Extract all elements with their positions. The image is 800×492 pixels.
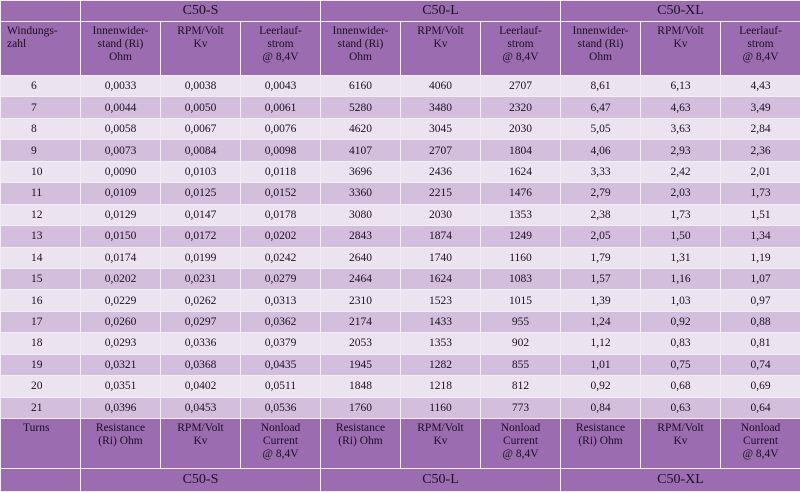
windings-cell: 19 [1,354,81,375]
table-cell: 0,0150 [81,226,161,247]
table-cell: 1,01 [561,354,641,375]
windings-cell: 20 [1,376,81,397]
table-cell: 1282 [401,354,481,375]
table-cell: 1,03 [641,290,721,311]
column-header-windings: Windungs- zahl [1,22,81,76]
windings-cell: 14 [1,247,81,268]
table-cell: 0,74 [721,354,800,375]
table-cell: 6,13 [641,76,721,97]
table-cell: 4,63 [641,97,721,118]
table-cell: 1,07 [721,268,800,289]
column-footer: RPM/Volt Kv [401,419,481,469]
table-row [1,226,800,247]
table-cell: 0,0202 [81,268,161,289]
table-cell: 6160 [321,76,401,97]
windings-cell: 13 [1,226,81,247]
table-cell: 0,0231 [161,268,241,289]
table-row [1,268,800,289]
table-cell: 0,83 [641,333,721,354]
table-cell: 0,0511 [241,376,321,397]
table-cell: 2,38 [561,204,641,225]
column-footer: RPM/Volt Kv [161,419,241,469]
table-cell: 0,0125 [161,183,241,204]
table-cell: 2436 [401,161,481,182]
table-cell: 1433 [401,311,481,332]
table-cell: 0,0262 [161,290,241,311]
table-cell: 773 [481,397,561,418]
table-cell: 0,92 [561,376,641,397]
table-cell: 1083 [481,268,561,289]
table-cell: 1,51 [721,204,800,225]
table-cell: 4620 [321,118,401,139]
table-cell: 0,0536 [241,397,321,418]
table-cell: 0,0379 [241,333,321,354]
table-cell: 0,0293 [81,333,161,354]
table-cell: 1249 [481,226,561,247]
table-cell: 0,63 [641,397,721,418]
column-footer: Resistance (Ri) Ohm [81,419,161,469]
table-cell: 0,68 [641,376,721,397]
table-cell: 1624 [401,268,481,289]
header-group-row [1,1,800,22]
windings-cell: 17 [1,311,81,332]
table-cell: 0,0033 [81,76,161,97]
table-cell: 1848 [321,376,401,397]
table-cell: 3,63 [641,118,721,139]
column-header: RPM/Volt Kv [401,22,481,76]
table-cell: 2,05 [561,226,641,247]
table-cell: 0,88 [721,311,800,332]
table-cell: 1624 [481,161,561,182]
column-footer: Nonload Current @ 8,4V [241,419,321,469]
table-cell: 1,12 [561,333,641,354]
table-cell: 0,64 [721,397,800,418]
group-c50-l-header: C50-L [321,1,561,22]
table-cell: 1353 [481,204,561,225]
table-cell: 902 [481,333,561,354]
windings-cell: 10 [1,161,81,182]
footer-group-row [1,469,800,492]
table-cell: 0,0336 [161,333,241,354]
table-row [1,97,800,118]
table-cell: 3480 [401,97,481,118]
table-cell: 1740 [401,247,481,268]
table-cell: 1,79 [561,247,641,268]
table-cell: 1015 [481,290,561,311]
table-cell: 955 [481,311,561,332]
table-cell: 3080 [321,204,401,225]
column-header: Innenwider- stand (Ri) Ohm [81,22,161,76]
table-cell: 3,49 [721,97,800,118]
table-cell: 855 [481,354,561,375]
footer-column-row [1,419,800,469]
table-cell: 0,0118 [241,161,321,182]
windings-cell: 11 [1,183,81,204]
table-cell: 0,84 [561,397,641,418]
table-cell: 1,24 [561,311,641,332]
table-cell: 0,0061 [241,97,321,118]
table-cell: 2030 [481,118,561,139]
table-cell: 0,81 [721,333,800,354]
table-cell: 0,0174 [81,247,161,268]
table-cell: 0,0043 [241,76,321,97]
table-cell: 0,0076 [241,118,321,139]
table-cell: 0,0147 [161,204,241,225]
table-cell: 0,0109 [81,183,161,204]
table-cell: 0,0260 [81,311,161,332]
table-cell: 0,0199 [161,247,241,268]
header-column-row [1,22,800,76]
table-cell: 812 [481,376,561,397]
table-cell: 4107 [321,140,401,161]
column-header: RPM/Volt Kv [161,22,241,76]
table-cell: 1,19 [721,247,800,268]
windings-cell: 16 [1,290,81,311]
table-cell: 1353 [401,333,481,354]
windings-cell: 7 [1,97,81,118]
table-cell: 2,42 [641,161,721,182]
table-cell: 4,43 [721,76,800,97]
column-header: Innenwider- stand (Ri) Ohm [561,22,641,76]
table-cell: 1160 [481,247,561,268]
table-cell: 0,0297 [161,311,241,332]
windings-cell: 15 [1,268,81,289]
table-cell: 5280 [321,97,401,118]
table-cell: 3696 [321,161,401,182]
table-cell: 1,31 [641,247,721,268]
column-footer-turns: Turns [1,419,81,469]
table-cell: 0,0321 [81,354,161,375]
table-cell: 1160 [401,397,481,418]
table-cell: 0,0435 [241,354,321,375]
group-c50-xl-footer: C50-XL [561,469,800,492]
table-cell: 1,73 [641,204,721,225]
table-cell: 0,0229 [81,290,161,311]
table-cell: 3045 [401,118,481,139]
table-cell: 1,34 [721,226,800,247]
table-cell: 0,0044 [81,97,161,118]
column-header: Leerlauf- strom @ 8,4V [481,22,561,76]
table-row [1,118,800,139]
windings-cell: 21 [1,397,81,418]
group-c50-xl-header: C50-XL [561,1,800,22]
table-cell: 0,0050 [161,97,241,118]
table-body [1,76,800,419]
table-cell: 2,84 [721,118,800,139]
table-cell: 3,33 [561,161,641,182]
table-cell: 1,50 [641,226,721,247]
group-c50-s-footer: C50-S [81,469,321,492]
table-cell: 0,0368 [161,354,241,375]
table-row [1,397,800,418]
table-cell: 0,0453 [161,397,241,418]
table-cell: 0,0103 [161,161,241,182]
table-cell: 4,06 [561,140,641,161]
table-cell: 1,73 [721,183,800,204]
table-cell: 2464 [321,268,401,289]
table-cell: 0,0279 [241,268,321,289]
column-header: RPM/Volt Kv [641,22,721,76]
table-cell: 0,0084 [161,140,241,161]
table-cell: 2,01 [721,161,800,182]
table-cell: 0,0396 [81,397,161,418]
table-cell: 1,16 [641,268,721,289]
table-cell: 0,0098 [241,140,321,161]
table-cell: 0,0038 [161,76,241,97]
table-row [1,311,800,332]
table-cell: 2215 [401,183,481,204]
column-footer: RPM/Volt Kv [641,419,721,469]
table-cell: 2640 [321,247,401,268]
table-cell: 1945 [321,354,401,375]
table-cell: 0,0129 [81,204,161,225]
table-cell: 0,0073 [81,140,161,161]
table-cell: 2053 [321,333,401,354]
table-cell: 0,0362 [241,311,321,332]
table-cell: 3360 [321,183,401,204]
column-header: Innenwider- stand (Ri) Ohm [321,22,401,76]
table-cell: 2,79 [561,183,641,204]
table-row [1,140,800,161]
table-row [1,354,800,375]
table-row [1,183,800,204]
windings-cell: 12 [1,204,81,225]
table-cell: 2,36 [721,140,800,161]
group-c50-l-footer: C50-L [321,469,561,492]
column-header: Leerlauf- strom @ 8,4V [721,22,800,76]
table-cell: 0,0178 [241,204,321,225]
table-cell: 2843 [321,226,401,247]
table-cell: 0,0058 [81,118,161,139]
column-footer: Resistance (Ri) Ohm [561,419,641,469]
column-footer: Resistance (Ri) Ohm [321,419,401,469]
table-row [1,376,800,397]
table-row [1,247,800,268]
table-cell: 0,0242 [241,247,321,268]
table-cell: 4060 [401,76,481,97]
column-footer: Nonload Current @ 8,4V [721,419,800,469]
table-cell: 1804 [481,140,561,161]
group-c50-s-header: C50-S [81,1,321,22]
table-cell: 1218 [401,376,481,397]
table-row [1,76,800,97]
footer-corner [1,469,81,492]
table-row [1,204,800,225]
windings-cell: 9 [1,140,81,161]
table-cell: 1874 [401,226,481,247]
table-cell: 0,0351 [81,376,161,397]
table-cell: 8,61 [561,76,641,97]
table-cell: 0,0202 [241,226,321,247]
table-cell: 2,03 [641,183,721,204]
table-cell: 2310 [321,290,401,311]
table-cell: 1760 [321,397,401,418]
table-row [1,290,800,311]
table-cell: 5,05 [561,118,641,139]
table-cell: 0,0172 [161,226,241,247]
table-row [1,161,800,182]
table-cell: 2320 [481,97,561,118]
table-cell: 0,0090 [81,161,161,182]
windings-cell: 8 [1,118,81,139]
table-cell: 1476 [481,183,561,204]
header-corner [1,1,81,22]
windings-cell: 18 [1,333,81,354]
table-cell: 1,57 [561,268,641,289]
table-cell: 2,93 [641,140,721,161]
column-footer: Nonload Current @ 8,4V [481,419,561,469]
table-cell: 2707 [481,76,561,97]
table-cell: 0,75 [641,354,721,375]
table-cell: 6,47 [561,97,641,118]
table-cell: 0,97 [721,290,800,311]
table-cell: 1523 [401,290,481,311]
table-cell: 1,39 [561,290,641,311]
table-cell: 0,0313 [241,290,321,311]
table-cell: 0,0067 [161,118,241,139]
table-cell: 0,0402 [161,376,241,397]
windings-cell: 6 [1,76,81,97]
table-cell: 2707 [401,140,481,161]
table-cell: 0,0152 [241,183,321,204]
table-cell: 2030 [401,204,481,225]
table-cell: 2174 [321,311,401,332]
table-cell: 0,92 [641,311,721,332]
table-row [1,333,800,354]
table-cell: 0,69 [721,376,800,397]
column-header: Leerlauf- strom @ 8,4V [241,22,321,76]
